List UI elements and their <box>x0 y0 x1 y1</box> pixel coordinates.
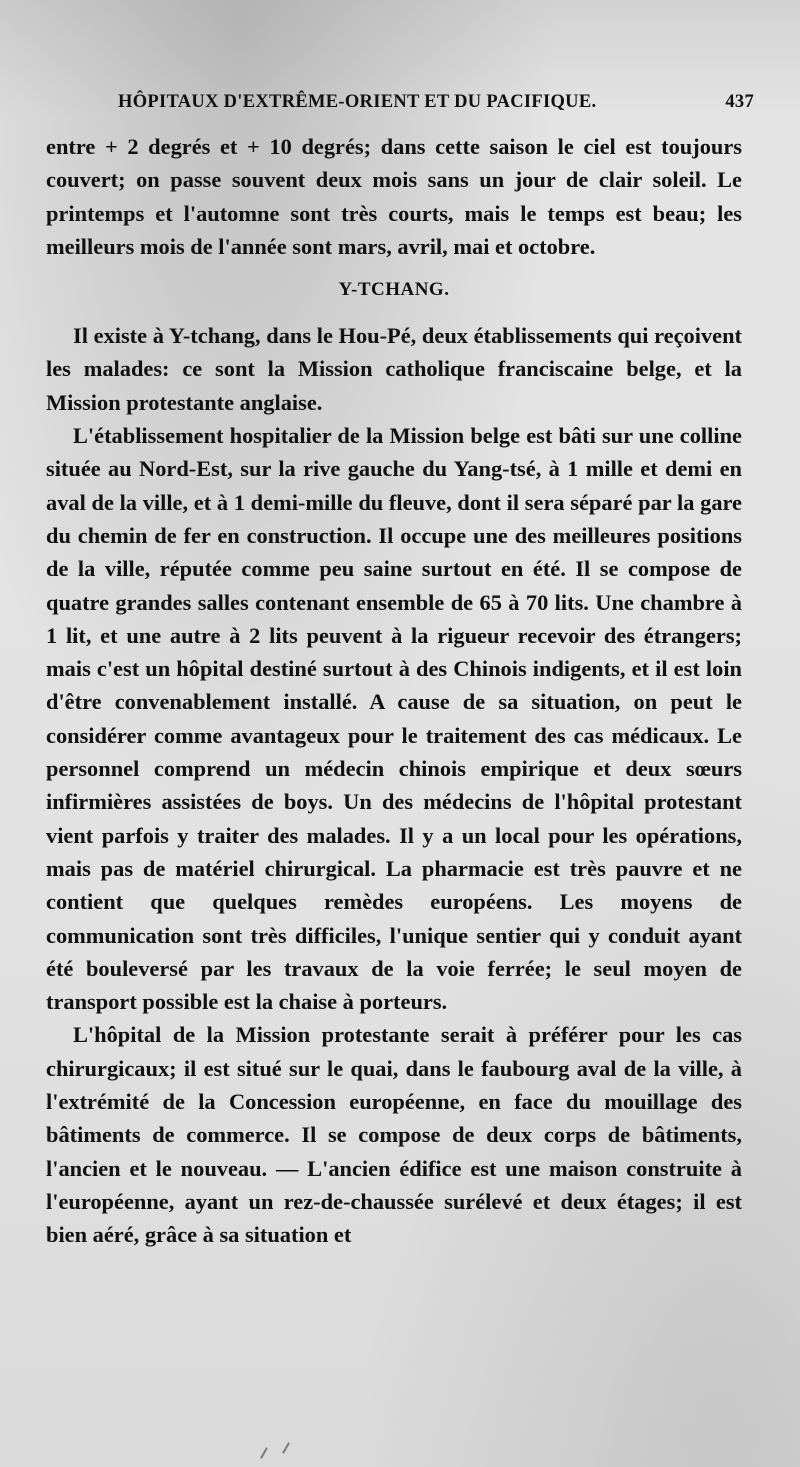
paragraph-3: L'établissement hospitalier de la Mission belge est bâti sur une colline située au Nord-Est, sur la rive gauche du Yang-tsé, à 1 mille et demi en aval de la ville, et à 1 demi-mille du fleuve, dont il sera séparé par la gare du chemin de fer en construction. Il occupe une des meilleures positions de la ville, réputée comme peu saine surtout en été. Il se compose de quatre grandes salles contenant ensemble de 65 à 70 lits. Une chambre à 1 lit, et une autre à 2 lits peuvent à la rigueur recevoir des étrangers; mais c'est un hôpital destiné surtout à des Chinois indigents, et il est loin d'être convenablement installé. A cause de sa situation, on peut le considérer comme avantageux pour le traitement des cas médicaux. Le personnel comprend un médecin chinois empirique et deux sœurs infirmières assistées de boys. Un des médecins de l'hôpital protestant vient parfois y traiter des malades. Il y a un local pour les opérations, mais pas de matériel chirurgical. La pharmacie est très pauvre et ne contient que quelques remèdes européens. Les moyens de communication sont très difficiles, l'unique sentier qui y conduit ayant été bouleversé par les travaux de la voie ferrée; le seul moyen de transport possible est la chaise à porteurs. <box>46 423 742 1015</box>
paragraph-2: Il existe à Y-tchang, dans le Hou-Pé, deux établissements qui reçoivent les malades: ce sont la Mission catholique franciscaine belge, et la Mission protestante anglaise. <box>46 323 742 415</box>
running-head <box>118 92 758 122</box>
paper-speck <box>260 1447 268 1458</box>
paper-speck <box>282 1442 290 1453</box>
section-heading: Y-TCHANG. <box>338 279 450 301</box>
page-number: 437 <box>725 92 754 112</box>
body-text <box>46 130 742 1252</box>
running-head-title: HÔPITAUX D'EXTRÊME-ORIENT ET DU PACIFIQUE. <box>118 92 597 112</box>
paragraph-4: L'hôpital de la Mission protestante serait à préférer pour les cas chirurgicaux; il est situé sur le quai, dans le faubourg aval de la ville, à l'extrémité de la Concession européenne, en face du mouillage des bâtiments de commerce. Il se compose de deux corps de bâtiments, l'ancien et le nouveau. — L'ancien édifice est une maison construite à l'européenne, ayant un rez-de-chaussée surélevé et deux étages; il est bien aéré, grâce à sa situation et <box>46 1022 742 1248</box>
paragraph-1: entre + 2 degrés et + 10 degrés; dans cette saison le ciel est toujours couvert; on passe souvent deux mois sans un jour de clair soleil. Le printemps et l'automne sont très courts, mais le temps est beau; les meilleurs mois de l'année sont mars, avril, mai et octobre. <box>46 134 742 259</box>
